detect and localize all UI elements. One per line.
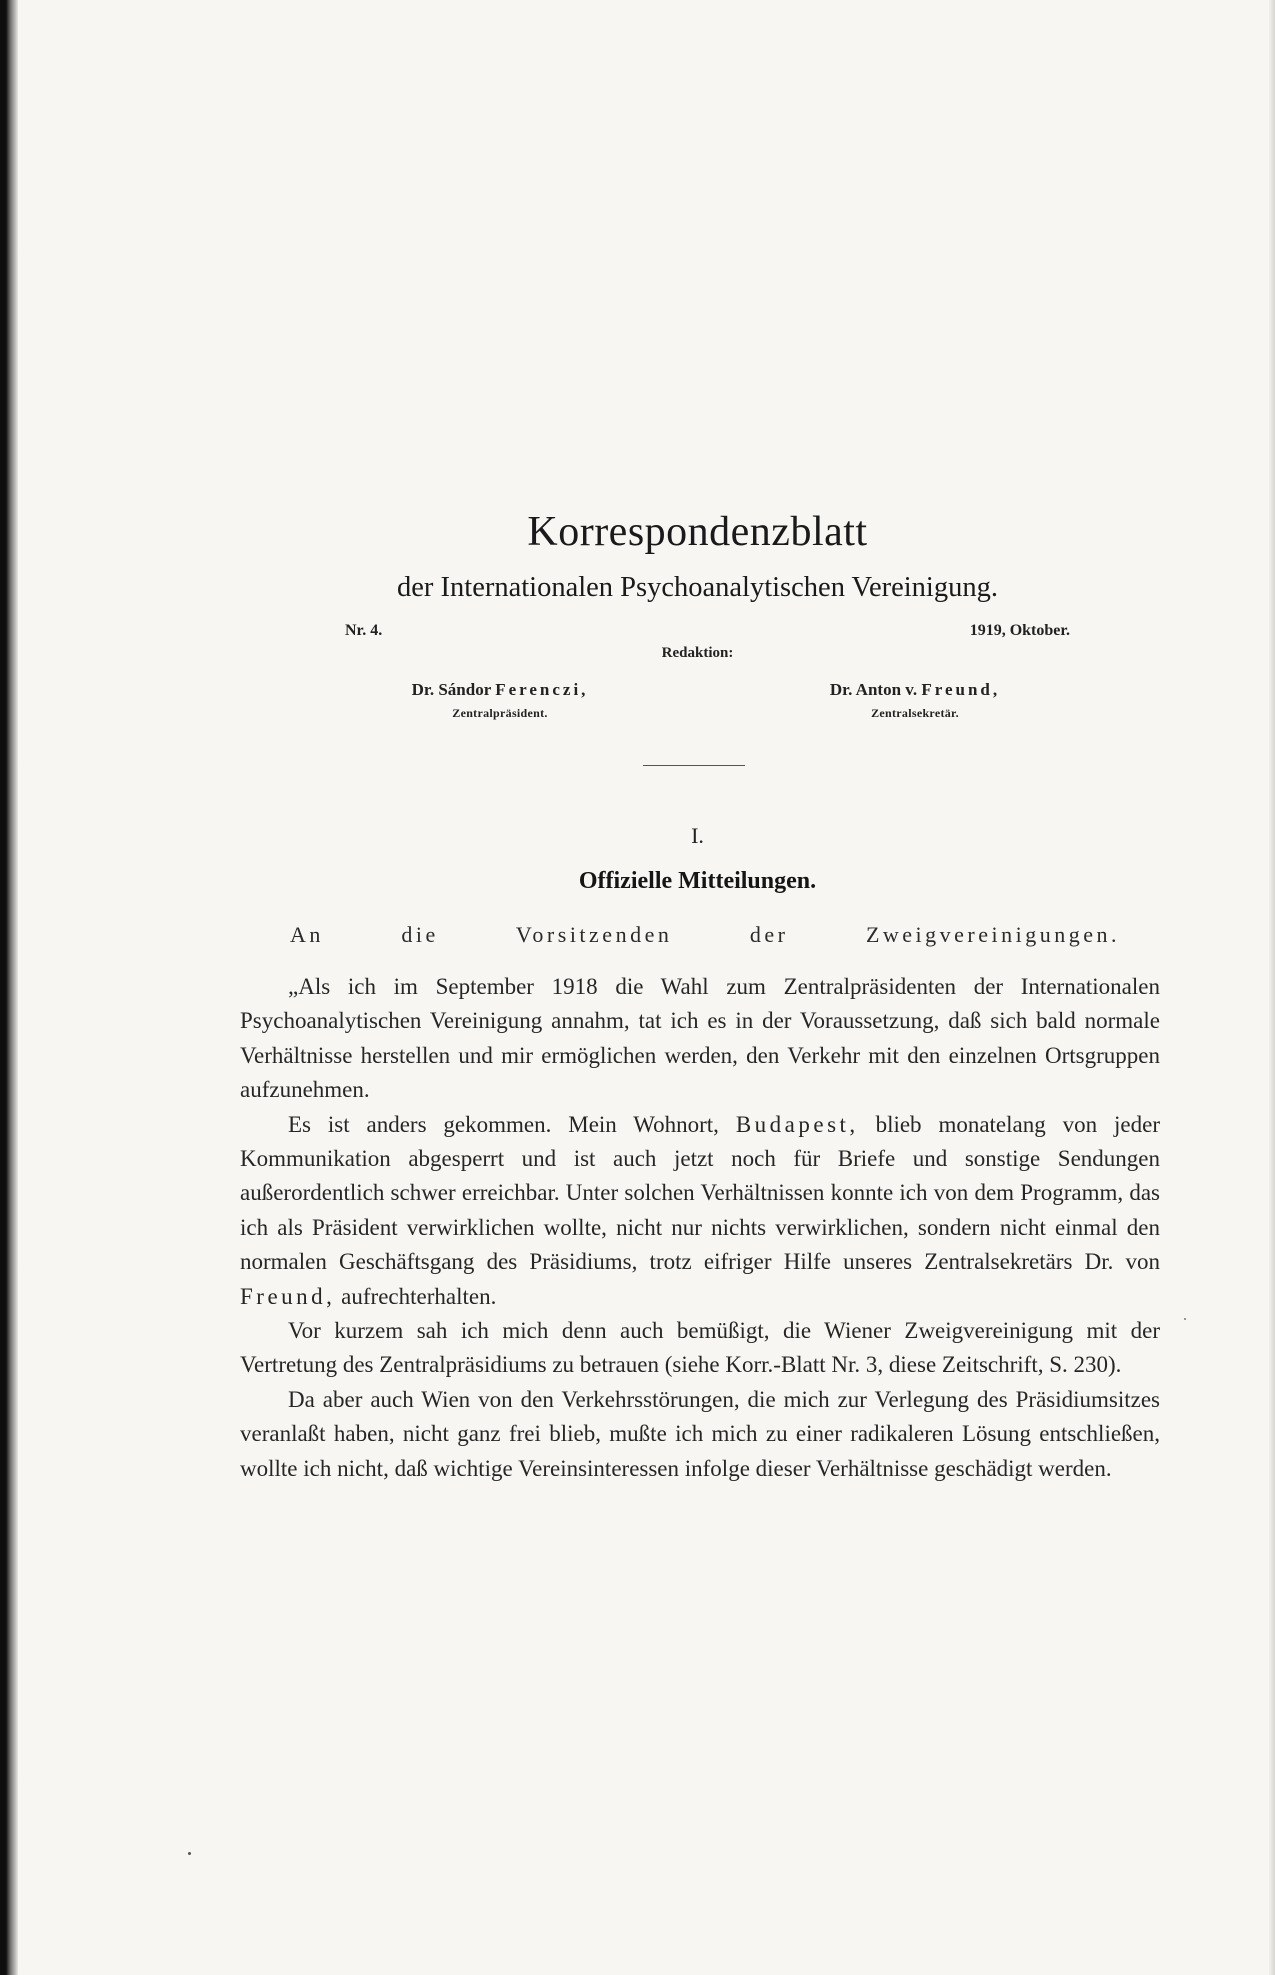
- scan-page-edge: [1269, 0, 1275, 1975]
- paragraph: [240, 1108, 1160, 1314]
- editor-role: Zentralsekretär.: [871, 706, 959, 720]
- editor-name: [360, 680, 640, 700]
- issue-number: Nr. 4.: [345, 622, 383, 639]
- editor-surname: Freund,: [921, 680, 1001, 699]
- editor-ferenczi: [360, 680, 640, 721]
- city-name: Budapest,: [735, 1111, 859, 1137]
- redaktion-label: Redaktion:: [661, 645, 734, 661]
- text-run: Es ist anders gekommen. Mein Wohnort,: [288, 1111, 736, 1137]
- editor-name: [770, 680, 1060, 700]
- editor-freund: [770, 680, 1060, 721]
- article-body: [240, 970, 1160, 1486]
- editor-surname: Ferenczi,: [495, 680, 589, 699]
- scan-binding-shadow: [0, 0, 18, 1975]
- masthead-title: Korrespondenzblatt: [527, 509, 868, 555]
- scan-speck: [1184, 1318, 1186, 1320]
- editor-role: Zentralpräsident.: [452, 706, 548, 720]
- paragraph: „Als ich im September 1918 die Wahl zum Zentralpräsidenten der Internationalen Psychoanalytischen Vereinigung annahm, tat ich es in der Voraussetzung, daß sich bald normale Verhältnisse herstellen und mir ermöglichen werden, den Verkehr mit den einzelnen Ortsgruppen aufzunehmen.: [240, 974, 1160, 1103]
- scan-speck: [188, 1852, 191, 1855]
- section-title: Offizielle Mitteilungen.: [578, 868, 817, 894]
- section-address: An die Vorsitzenden der Zweigvereinigungen.: [290, 922, 1120, 947]
- section-divider: [643, 765, 745, 766]
- issue-date: 1919, Oktober.: [969, 622, 1070, 639]
- editor-prefix: Dr. Sándor: [411, 680, 496, 699]
- section-number: I.: [691, 823, 704, 848]
- masthead-subtitle: der Internationalen Psychoanalytischen Vereinigung.: [397, 572, 998, 603]
- paragraph: Da aber auch Wien von den Verkehrsstörungen, die mich zur Verlegung des Präsidiumsitzes veranlaßt haben, nicht ganz frei blieb, mußte ich mich zu einer radikaleren Lösung entschließen, wollte ich nicht, daß wichtige Vereinsinteressen infolge dieser Verhältnisse geschädigt werden.: [240, 1386, 1160, 1481]
- paragraph: Vor kurzem sah ich mich denn auch bemüßigt, die Wiener Zweigvereinigung mit der Vertretung des Zentralpräsidiums zu betrauen (siehe Korr.-Blatt Nr. 3, diese Zeitschrift, S. 230).: [240, 1318, 1160, 1378]
- editor-prefix: Dr. Anton v.: [829, 680, 922, 699]
- text-run: aufrechterhalten.: [335, 1283, 497, 1309]
- text-run: blieb monatelang von jeder Kommunikation abgesperrt und ist auch jetzt noch für Briefe und sonstige Sendungen außerordentlich schwer erreichbar. Unter solchen Verhältnissen konnte ich von dem Programm, das ich als Präsident verwirklichen wollte, nicht nur nichts verwirklichen, sondern nicht einmal den normalen Geschäftsgang des Präsidiums, trotz eifriger Hilfe unseres Zentralsekretärs Dr. von: [240, 1111, 1160, 1275]
- person-name: Freund,: [240, 1283, 336, 1309]
